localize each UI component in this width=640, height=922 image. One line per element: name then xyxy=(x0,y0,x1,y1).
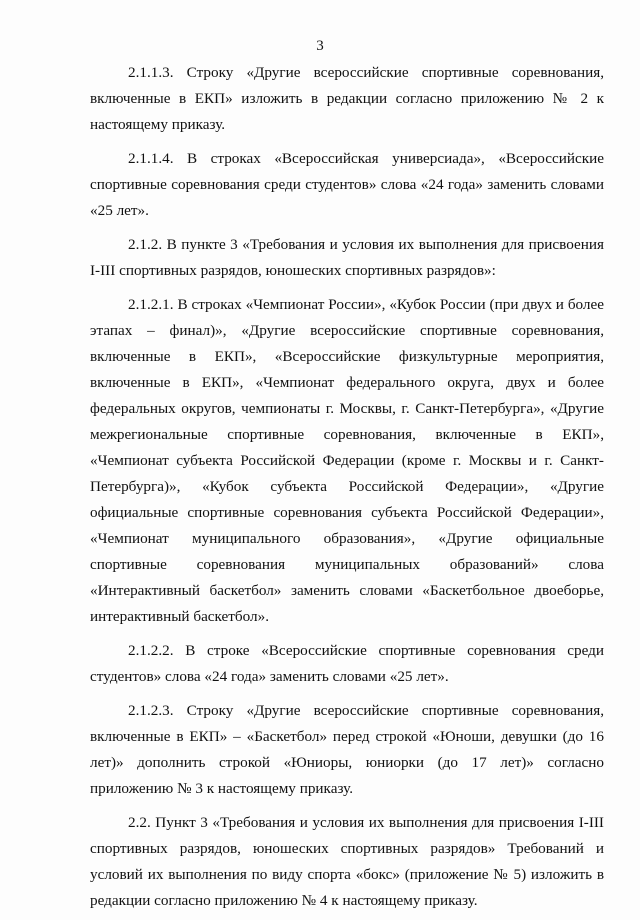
document-body xyxy=(90,60,604,922)
paragraph-2-1-1-4: 2.1.1.4. В строках «Всероссийская универсиада», «Всероссийские спортивные соревнования среди студентов» слова «24 года» заменить словами «25 лет». xyxy=(90,150,604,219)
paragraph-2-1-2: 2.1.2. В пункте 3 «Требования и условия их выполнения для присвоения I-III спортивных разрядов, юношеских спортивных разрядов»: xyxy=(90,236,604,279)
paragraph-2-2: 2.2. Пункт 3 «Требования и условия их выполнения для присвоения I-III спортивных разрядов, юношеских спортивных разрядов» Требований и условий их выполнения по виду спорта «бокс» (приложение № 5) изложить в редакции согласно приложению № 4 к настоящему приказу. xyxy=(90,814,604,909)
paragraph-2-1-2-2: 2.1.2.2. В строке «Всероссийские спортивные соревнования среди студентов» слова «24 года» заменить словами «25 лет». xyxy=(90,642,604,685)
page-number: 3 xyxy=(316,38,324,54)
paragraph-2-1-2-1: 2.1.2.1. В строках «Чемпионат России», «Кубок России (при двух и более этапах – финал)», «Другие всероссийские спортивные соревнования, включенные в ЕКП», «Всероссийские физкультурные мероприятия, включенные в ЕКП», «Чемпионат федерального округа, двух и более федеральных округов, чемпионаты г. Москвы, г. Санкт-Петербурга», «Другие межрегиональные спортивные соревнования, включенные в ЕКП», «Чемпионат субъекта Российской Федерации (кроме г. Москвы и г. Санкт-Петербурга)», «Кубок субъекта Российской Федерации», «Другие официальные спортивные соревнования субъекта Российской Федерации», «Чемпионат муниципального образования», «Другие официальные спортивные соревнования муниципальных образований» слова «Интерактивный баскетбол» заменить словами «Баскетбольное двоеборье, интерактивный баскетбол». xyxy=(90,296,604,625)
paragraph-2-1-1-3: 2.1.1.3. Строку «Другие всероссийские спортивные соревнования, включенные в ЕКП» изложить в редакции согласно приложению № 2 к настоящему приказу. xyxy=(90,64,604,133)
paragraph-2-1-2-3: 2.1.2.3. Строку «Другие всероссийские спортивные соревнования, включенные в ЕКП» – «Баскетбол» перед строкой «Юноши, девушки (до 16 лет)» дополнить строкой «Юниоры, юниорки (до 17 лет)» согласно приложению № 3 к настоящему приказу. xyxy=(90,702,604,797)
